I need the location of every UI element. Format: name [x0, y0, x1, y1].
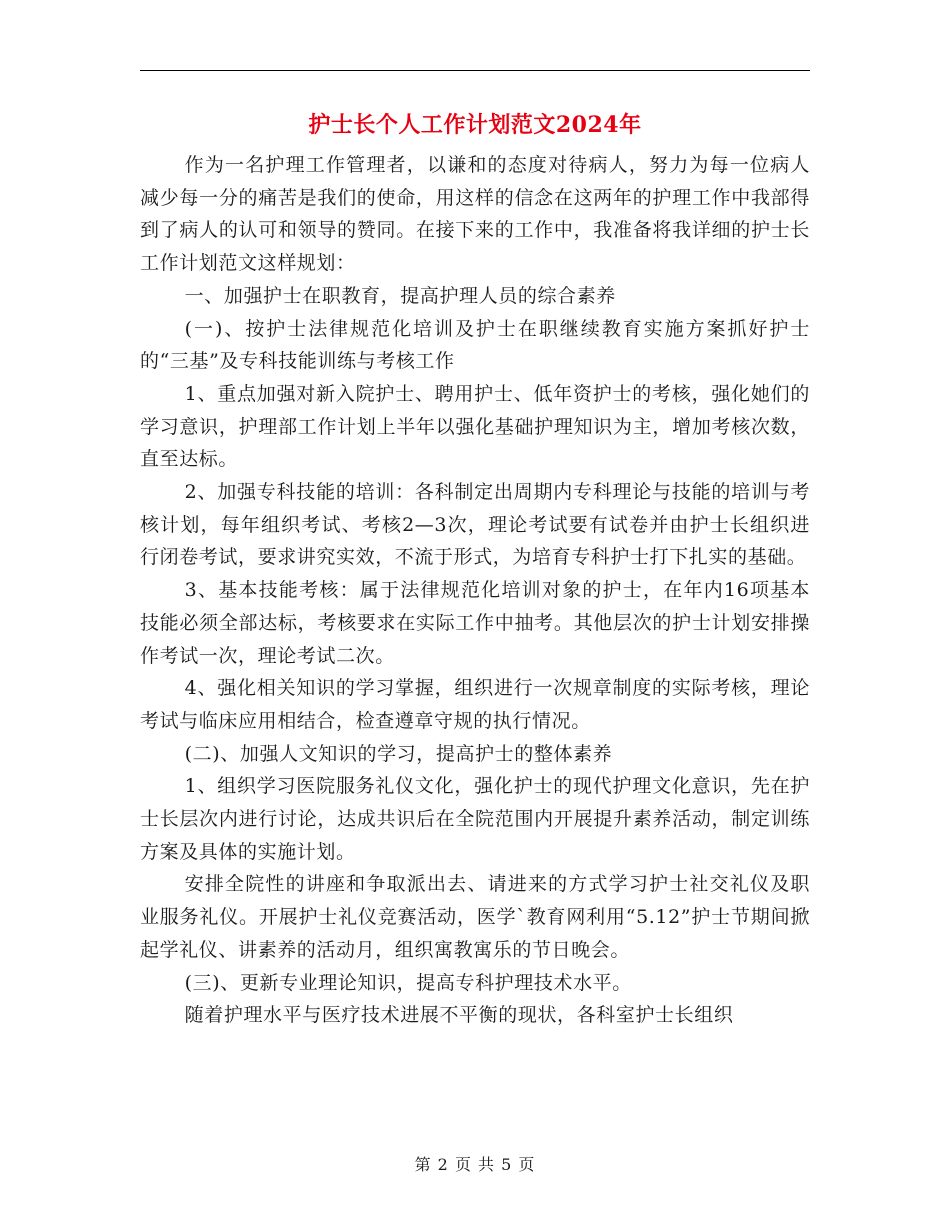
- paragraph: 安排全院性的讲座和争取派出去、请进来的方式学习护士社交礼仪及职业服务礼仪。开展护士礼仪竞赛活动，医学`教育网利用“5.12”护士节期间掀起学礼仪、讲素养的活动月，组织寓教寓乐的节日晚会。: [140, 873, 810, 961]
- subsection-heading: (三)、更新专业理论知识，提高专科护理技术水平。: [184, 971, 632, 994]
- paragraph: 4、强化相关知识的学习掌握，组织进行一次规章制度的实际考核，理论考试与临床应用相结合，检查遵章守规的执行情况。: [140, 677, 810, 732]
- paragraph: 随着护理水平与医疗技术进展不平衡的现状，各科室护士长组织: [184, 1004, 734, 1027]
- paragraph: 作为一名护理工作管理者，以谦和的态度对待病人，努力为每一位病人减少每一分的痛苦是我们的使命，用这样的信念在这两年的护理工作中我部得到了病人的认可和领导的赞同。在接下来的工作中，我准备将我详细的护士长工作计划范文这样规划：: [140, 154, 810, 275]
- document-body: [140, 149, 810, 1032]
- paragraph: 1、组织学习医院服务礼仪文化，强化护士的现代护理文化意识，先在护士长层次内进行讨论，达成共识后在全院范围内开展提升素养活动，制定训练方案及具体的实施计划。: [140, 775, 810, 863]
- section-heading: 一、加强护士在职教育，提高护理人员的综合素养: [184, 284, 616, 307]
- subsection-heading: (二)、加强人文知识的学习，提高护士的整体素养: [184, 742, 613, 765]
- header-rule: [140, 70, 810, 71]
- paragraph: 2、加强专科技能的培训：各科制定出周期内专科理论与技能的培训与考核计划，每年组织考试、考核2—3次，理论考试要有试卷并由护士长组织进行闭卷考试，要求讲究实效，不流于形式，为培育专科护士打下扎实的基础。: [140, 481, 810, 569]
- page-number: 第 2 页 共 5 页: [414, 1155, 536, 1174]
- subsection-heading: (一)、按护士法律规范化培训及护士在职继续教育实施方案抓好护士的“三基”及专科技能训练与考核工作: [140, 317, 810, 373]
- paragraph: 1、重点加强对新入院护士、聘用护士、低年资护士的考核，强化她们的学习意识，护理部工作计划上半年以强化基础护理知识为主，增加考核次数，直至达标。: [140, 382, 810, 471]
- document-title: 护士长个人工作计划范文2024年: [308, 112, 642, 138]
- paragraph: 3、基本技能考核：属于法律规范化培训对象的护士，在年内16项基本技能必须全部达标，考核要求在实际工作中抽考。其他层次的护士计划安排操作考试一次，理论考试二次。: [140, 579, 810, 667]
